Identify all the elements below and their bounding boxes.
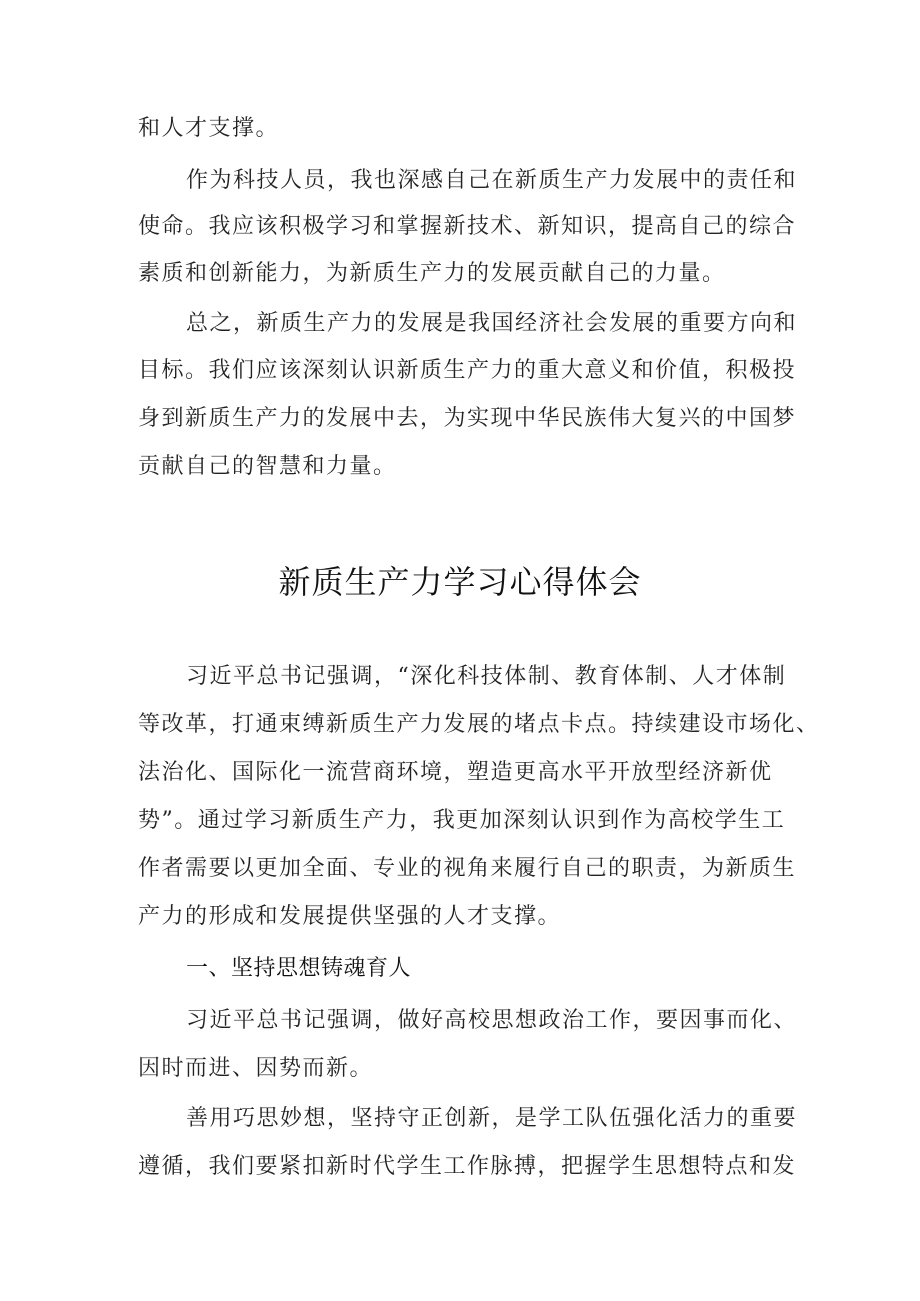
paragraph-line: 和人才支撑。 [138,116,280,141]
paragraph-line: 目标。我们应该深刻认识新质生产力的重大意义和价值，积极投 [138,358,797,383]
paragraph-line: 善用巧思妙想，坚持守正创新，是学工队伍强化活力的重要 [186,1106,798,1131]
paragraph-line: 产力的形成和发展提供坚强的人才支撑。 [138,904,562,929]
paragraph-line: 等改革，打通束缚新质生产力发展的堵点卡点。持续建设市场化、 [138,712,820,737]
paragraph-line: 作为科技人员，我也深感自己在新质生产力发展中的责任和 [186,168,798,193]
paragraph-line: 作者需要以更加全面、专业的视角来履行自己的职责，为新质生 [138,856,797,881]
paragraph-line: 习近平总书记强调，做好高校思想政治工作，要因事而化、 [186,1008,798,1033]
paragraph-line: 身到新质生产力的发展中去，为实现中华民族伟大复兴的中国梦 [138,406,797,431]
paragraph-line: 素质和创新能力，为新质生产力的发展贡献自己的力量。 [138,261,726,286]
paragraph-line: 法治化、国际化一流营商环境，塑造更高水平开放型经济新优 [138,760,773,785]
paragraph-line: 使命。我应该积极学习和掌握新技术、新知识，提高自己的综合 [138,214,797,239]
paragraph-line: 总之，新质生产力的发展是我国经济社会发展的重要方向和 [186,311,798,336]
document-title: 新质生产力学习心得体会 [278,563,642,601]
section-heading: 一、坚持思想铸魂育人 [186,956,412,981]
paragraph-line: 遵循，我们要紧扣新时代学生工作脉搏，把握学生思想特点和发 [138,1154,797,1179]
paragraph-line: 习近平总书记强调，“深化科技体制、教育体制、人才体制 [186,664,787,689]
paragraph-line: 贡献自己的智慧和力量。 [138,454,397,479]
paragraph-line: 势”。通过学习新质生产力，我更加深刻认识到作为高校学生工 [138,808,786,833]
paragraph-line: 因时而进、因势而新。 [138,1056,374,1081]
